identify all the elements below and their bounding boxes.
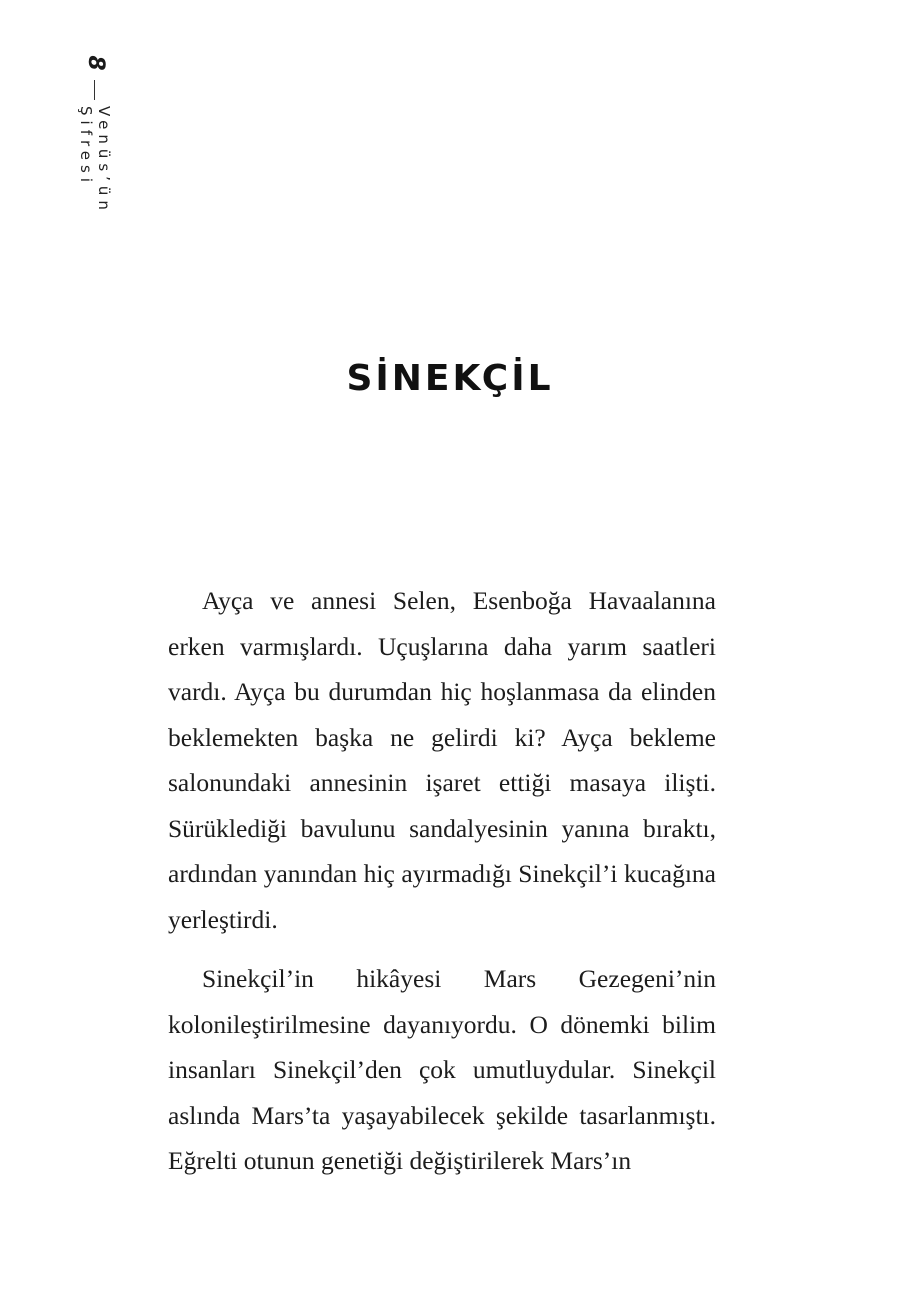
header-divider [94,80,95,100]
paragraph: Ayça ve annesi Selen, Esenboğa Havaalanına erken varmışlardı. Uçuşlarına daha yarım saatleri vardı. Ayça bu durumdan hiç hoşlanmasa da elinden beklemekten başka ne gelirdi ki? Ayça bekleme salonundaki annesinin işaret ettiği masaya ilişti. Sürüklediği bavulunu sandalyesinin yanına bıraktı, ardından yanından hiç ayırmadığı Sinekçil’i kucağına yerleştirdi. [168,586,716,934]
page-number: 8 [83,55,108,71]
paragraph: Sinekçil’in hikâyesi Mars Gezegeni’nin kolonileştirilmesine dayanıyordu. O dönemki bilim insanları Sinekçil’den çok umutluydular. Sinekçil aslında Mars’ta yaşayabilecek şekilde tasarlanmıştı. Eğrelti otunun genetiği değiştirilerek Mars’ın [168,964,716,1175]
running-book-title: Venüs’ün Şifresi [77,106,113,215]
running-header [78,48,112,278]
chapter-title: SİNEKÇİL [346,358,554,399]
chapter-body [168,578,716,1198]
